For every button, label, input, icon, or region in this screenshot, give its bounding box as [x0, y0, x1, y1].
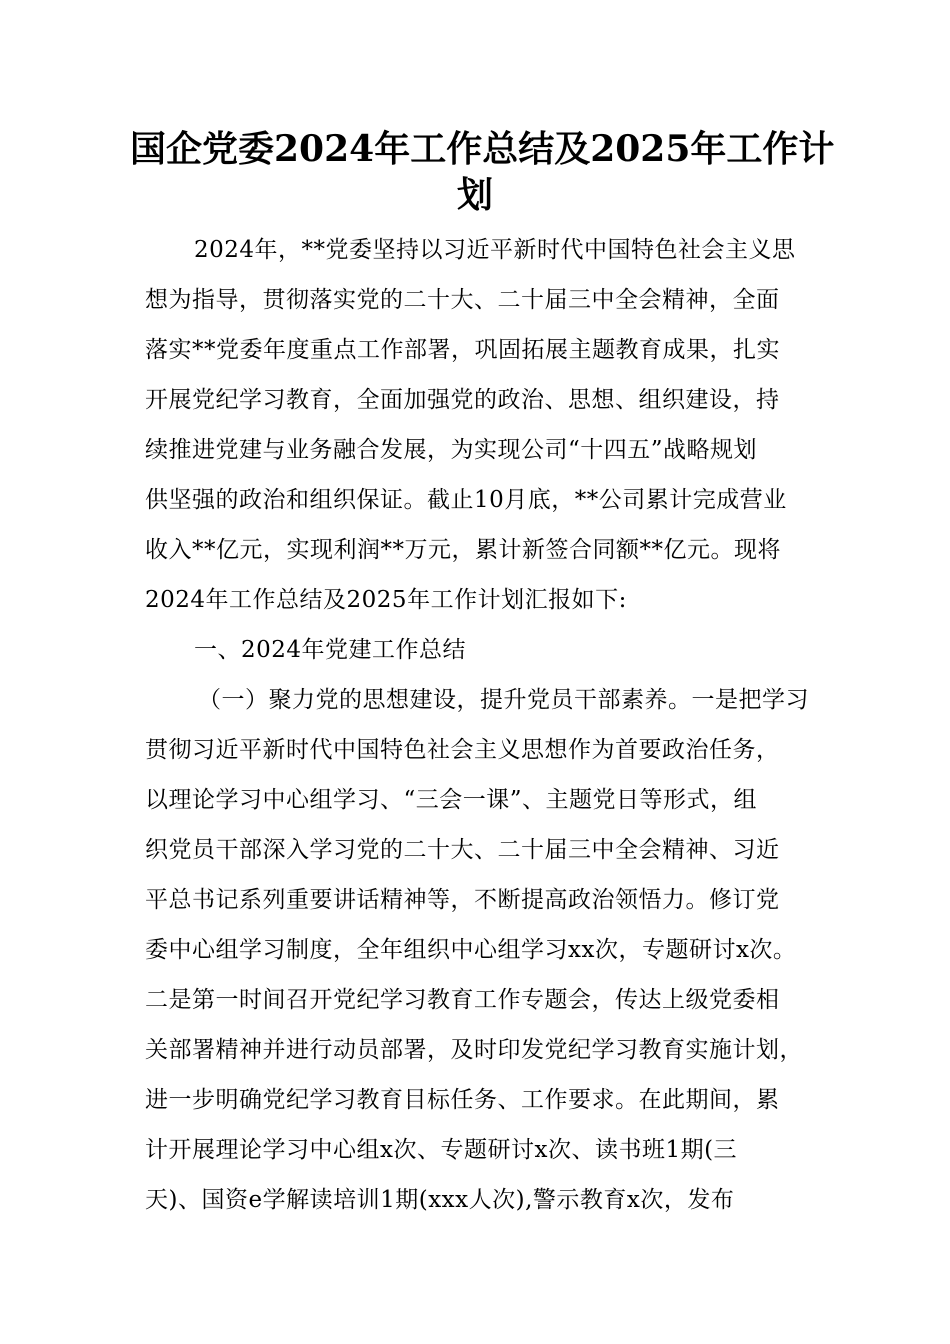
paragraph-line: 平总书记系列重要讲话精神等，不断提高政治领悟力。修订党 [145, 887, 780, 913]
paragraph-line: 关部署精神并进行动员部署，及时印发党纪学习教育实施计划， [145, 1037, 803, 1063]
paragraph-line: 贯彻习近平新时代中国特色社会主义思想作为首要政治任务， [145, 737, 780, 763]
paragraph-line: 织党员干部深入学习党的二十大、二十届三中全会精神、习近 [145, 837, 780, 863]
document-title-line-2: 划 [456, 174, 493, 216]
paragraph-line: （一）聚力党的思想建设，提升党员干部素养。一是把学习 [198, 687, 809, 713]
paragraph-line: 计开展理论学习中心组x次、专题研讨x次、读书班1期(三 [145, 1137, 738, 1163]
paragraph-line: 供坚强的政治和组织保证。截止10月底，**公司累计完成营业 [145, 487, 787, 513]
paragraph-line: 天)、国资e学解读培训1期(xxx人次),警示教育x次，发布 [145, 1187, 735, 1213]
paragraph-line: 以理论学习中心组学习、“三会一课”、主题党日等形式，组 [145, 787, 758, 813]
paragraph-line: 开展党纪学习教育，全面加强党的政治、思想、组织建设，持 [145, 387, 780, 413]
paragraph-line: 二是第一时间召开党纪学习教育工作专题会，传达上级党委相 [145, 987, 780, 1013]
paragraph-line: 收入**亿元，实现利润**万元，累计新签合同额**亿元。现将 [145, 537, 781, 563]
paragraph-line: 委中心组学习制度，全年组织中心组学习xx次，专题研讨x次。 [145, 937, 797, 963]
paragraph-line: 想为指导，贯彻落实党的二十大、二十届三中全会精神，全面 [145, 287, 780, 313]
paragraph-line: 2024年工作总结及2025年工作计划汇报如下: [145, 587, 627, 613]
paragraph-line: 进一步明确党纪学习教育目标任务、工作要求。在此期间，累 [145, 1087, 780, 1113]
document-title-line-1: 国企党委2024年工作总结及2025年工作计 [130, 128, 835, 170]
section-heading: 一、2024年党建工作总结 [194, 637, 467, 663]
paragraph-line: 落实**党委年度重点工作部署，巩固拓展主题教育成果，扎实 [145, 337, 780, 363]
paragraph-line: 续推进党建与业务融合发展，为实现公司“十四五”战略规划 [145, 437, 758, 463]
paragraph-line: 2024年，**党委坚持以习近平新时代中国特色社会主义思 [194, 237, 796, 263]
